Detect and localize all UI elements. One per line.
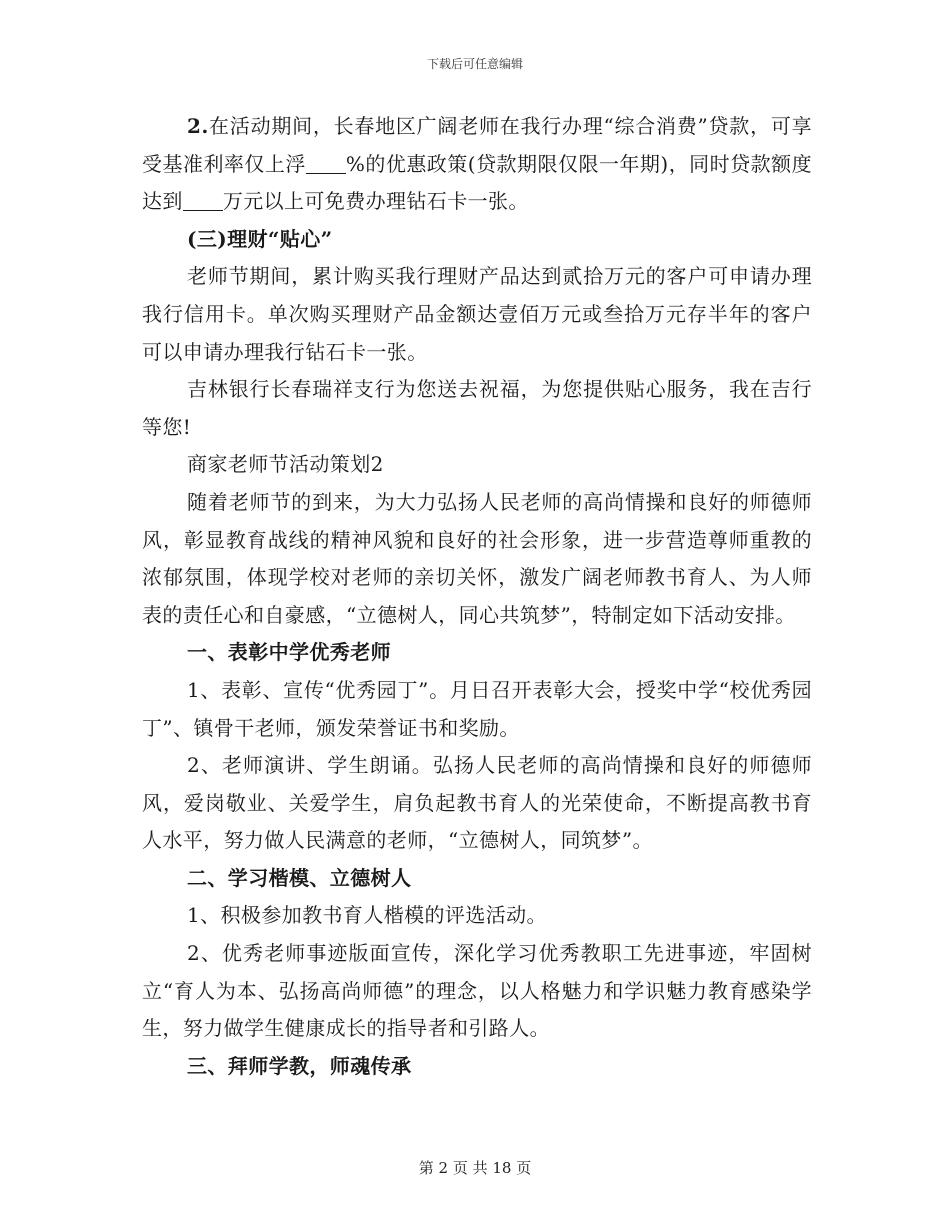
paragraph-loan: 2.在活动期间，长春地区广阔老师在我行办理“综合消费”贷款，可享受基准利率仅上浮 %的优惠政策(贷款期限仅限一年期)，同时贷款额度达到 万元以上可免费办理钻石卡一张。 xyxy=(142,114,812,214)
page-header: 下载后可任意编辑 xyxy=(426,57,523,71)
paragraph-2-1: 1、积极参加教书育人楷模的评选活动。 xyxy=(187,903,547,928)
paragraph-intro: 随着老师节的到来，为大力弘扬人民老师的高尚情操和良好的师德师风，彰显教育战线的精神风貌和良好的社会形象，进一步营造尊师重教的浓郁氛围，体现学校对老师的亲切关怀，激发广阔老师教书育人、为人师表的责任心和自豪感，“立德树人，同心共筑梦”，特制定如下活动安排。 xyxy=(142,489,812,627)
paragraph-2-2: 2、优秀老师事迹版面宣传，深化学习优秀教职工先进事迹，牢固树立“育人为本、弘扬高尚师德”的理念，以人格魅力和学识魅力教育感染学生，努力做学生健康成长的指导者和引路人。 xyxy=(142,941,812,1041)
fill-blank xyxy=(183,190,223,211)
fill-blank xyxy=(306,153,346,174)
paragraph-jilin: 吉林银行长春瑞祥支行为您送去祝福，为您提供贴心服务，我在吉行等您! xyxy=(142,377,812,439)
section-title: 商家老师节活动策划2 xyxy=(187,452,384,477)
heading-licai: (三)理财“贴心” xyxy=(187,226,333,251)
item-number: 2. xyxy=(187,114,209,138)
document-body xyxy=(142,108,812,1085)
page-footer: 第 2 页 共 18 页 xyxy=(418,1159,532,1177)
heading-one: 一、表彰中学优秀老师 xyxy=(187,640,391,665)
paragraph-1-1: 1、表彰、宣传“优秀园丁”。月日召开表彰大会，授奖中学“校优秀园丁”、镇骨干老师，颁发荣誉证书和奖励。 xyxy=(142,677,812,740)
heading-two: 二、学习楷模、立德树人 xyxy=(187,865,412,890)
paragraph-1-2: 2、老师演讲、学生朗诵。弘扬人民老师的高尚情操和良好的师德师风，爱岗敬业、关爱学生，肩负起教书育人的光荣使命，不断提高教书育人水平，努力做人民满意的老师，“立德树人，同筑梦”。 xyxy=(142,753,812,853)
heading-three: 三、拜师学教，师魂传承 xyxy=(187,1053,412,1078)
paragraph-licai: 老师节期间，累计购买我行理财产品达到贰拾万元的客户可申请办理我行信用卡。单次购买理财产品金额达壹佰万元或叁拾万元存半年的客户可以申请办理我行钻石卡一张。 xyxy=(142,264,812,364)
